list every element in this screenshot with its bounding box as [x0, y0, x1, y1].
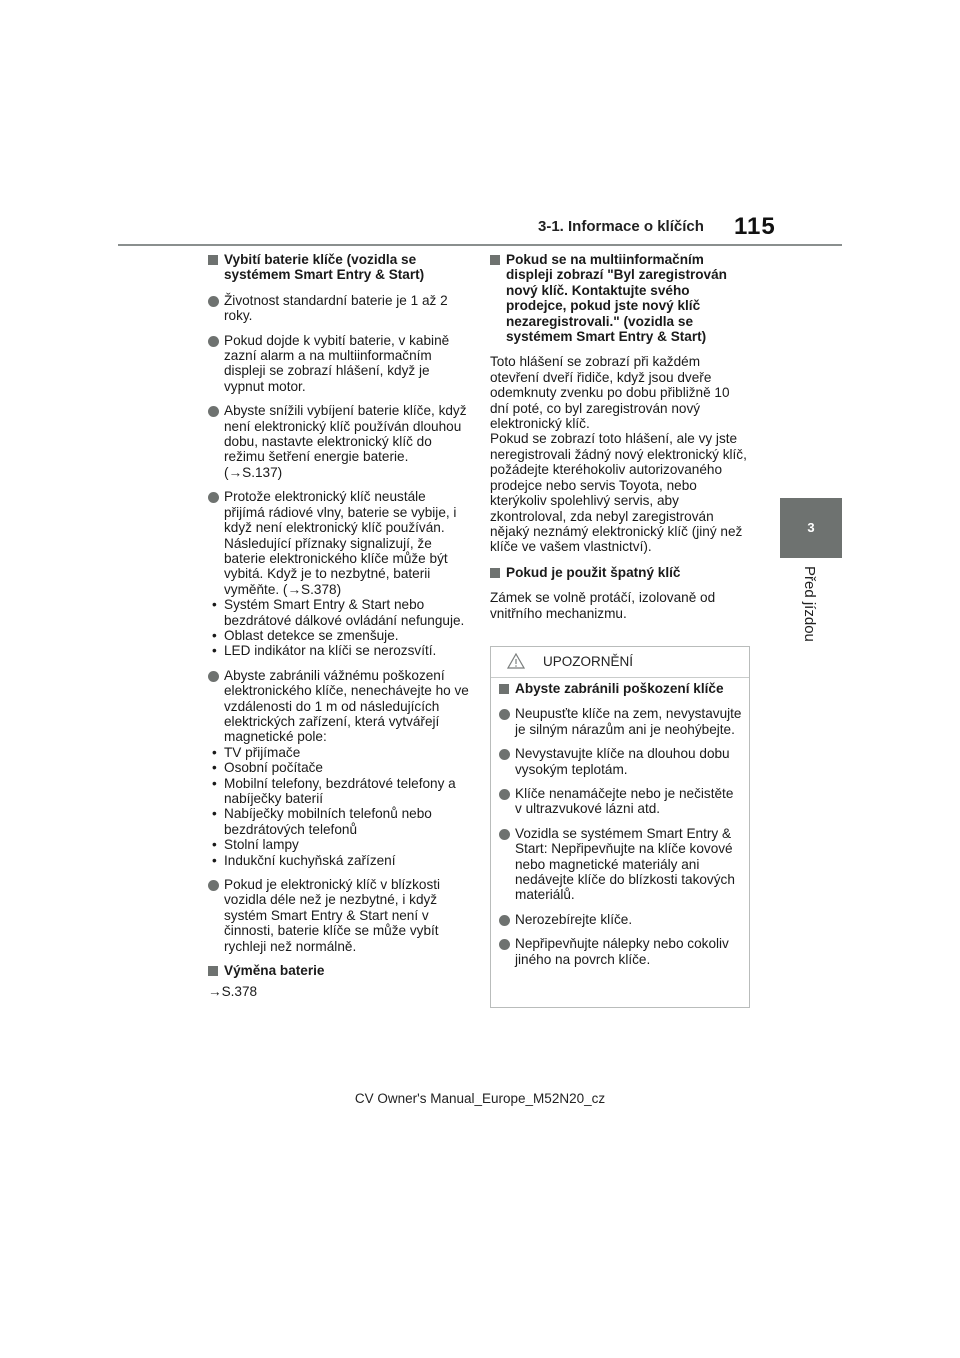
section-heading	[208, 252, 470, 283]
circle-bullet-icon	[499, 939, 510, 950]
square-bullet-icon	[208, 255, 218, 265]
heading-text: Vybití baterie klíče (vozidla se systémem Smart Entry & Start)	[224, 252, 425, 283]
list-item	[208, 668, 470, 745]
sub-list-item: • Indukční kuchyňská zařízení	[208, 853, 470, 868]
paragraph	[490, 354, 752, 554]
section-title: 3-1. Informace o klíčích	[538, 218, 704, 235]
left-column	[208, 252, 470, 1000]
heading-text: Výměna baterie	[224, 963, 325, 979]
sub-list-item: • LED indikátor na klíči se nerozsvítí.	[208, 643, 470, 658]
circle-bullet-icon	[208, 406, 219, 417]
circle-bullet-icon	[499, 789, 510, 800]
list-item	[499, 746, 743, 777]
circle-bullet-icon	[208, 296, 219, 307]
sub-list-item: • Mobilní telefony, bezdrátové telefony a nabíječky baterií	[208, 776, 470, 807]
warning-triangle-icon	[507, 653, 525, 669]
sub-list-item: • TV přijímače	[208, 745, 470, 760]
circle-bullet-icon	[499, 915, 510, 926]
warning-box	[490, 646, 750, 1008]
section-heading	[499, 681, 743, 696]
sub-list	[208, 745, 470, 868]
sub-list-item: • Systém Smart Entry & Start nebo bezdrátové dálkové ovládání nefunguje.	[208, 597, 470, 628]
circle-bullet-icon	[208, 336, 219, 347]
paragraph-text: Toto hlášení se zobrazí při každém otevření dveří řidiče, když jsou dveře odemknuty zvenku po dobu přibližně 10 dní poté, co byl zaregistrován nový elektronický klíč.	[490, 354, 730, 432]
list-item-text: Nevystavujte klíče na dlouhou dobu vysokým teplotám.	[515, 746, 730, 777]
page-footer: CV Owner's Manual_Europe_M52N20_cz	[354, 1091, 606, 1106]
list-item-text: Protože elektronický klíč neustále přijímá rádiové vlny, baterie se vybije, i když není elektronický klíč používán. Následující příznaky signalizují, že baterie elektronického klíče může být vybitá. Když je to nezbytné, baterii vyměňte. (→S.378)	[224, 489, 457, 597]
heading-text: Abyste zabránili poškození klíče	[515, 681, 724, 696]
page-reference-link[interactable]: →S.378	[208, 984, 258, 1000]
sub-list	[208, 597, 470, 659]
sub-list-item: • Nabíječky mobilních telefonů nebo bezdrátových telefonů	[208, 806, 470, 837]
chapter-tab[interactable]	[780, 498, 842, 558]
circle-bullet-icon	[208, 880, 219, 891]
list-item	[499, 786, 743, 817]
sub-list-item: • Oblast detekce se zmenšuje.	[208, 628, 470, 643]
paragraph-text: Zámek se volně protáčí, izolovaně od vnitřního mechanizmu.	[490, 590, 716, 621]
list-item-text: Klíče nenamáčejte nebo je nečistěte v ultrazvukové lázni atd.	[515, 786, 734, 817]
right-column	[490, 252, 752, 631]
list-item	[208, 403, 470, 480]
square-bullet-icon	[490, 568, 500, 578]
circle-bullet-icon	[499, 829, 510, 840]
section-heading	[490, 565, 752, 580]
list-item-text: Životnost standardní baterie je 1 až 2 roky.	[224, 292, 448, 324]
sub-list-item: • Stolní lampy	[208, 837, 470, 852]
circle-bullet-icon	[499, 749, 510, 760]
heading-text: Pokud se na multiinformačním displeji zobrazí "Byl zaregistrován nový klíč. Kontaktujte svého prodejce, pokud jste nový klíč nezaregistrovali." (vozidla se systémem Smart Entry & Start)	[506, 252, 727, 345]
square-bullet-icon	[499, 684, 509, 694]
list-item-text: Abyste snížili vybíjení baterie klíče, když není elektronický klíč používán dlouhou dobu, nastavte elektronický klíč do režimu šetření energie baterie. (→S.137)	[224, 403, 467, 480]
list-item	[499, 912, 743, 927]
square-bullet-icon	[490, 255, 500, 265]
circle-bullet-icon	[208, 671, 219, 682]
list-item	[499, 826, 743, 903]
circle-bullet-icon	[499, 709, 510, 720]
chapter-title: Před jízdou	[801, 566, 818, 642]
chapter-number: 3	[807, 520, 815, 535]
list-item-text: Abyste zabránili vážnému poškození elektronického klíče, nenechávejte ho ve vzdálenosti do 1 m od následujících elektrických zařízení, která vytvářejí magnetické pole:	[224, 667, 469, 745]
list-item-text: Nepřipevňujte nálepky nebo cokoliv jiného na povrch klíče.	[515, 936, 729, 967]
list-item	[208, 333, 470, 395]
list-item	[208, 293, 470, 324]
warning-body	[499, 681, 743, 976]
page-number: 115	[734, 213, 776, 240]
heading-text: Pokud je použit špatný klíč	[506, 564, 681, 580]
square-bullet-icon	[208, 966, 218, 976]
list-item-text: Pokud je elektronický klíč v blízkosti vozidla déle než je nezbytné, i když systém Smart Entry & Start není v činnosti, baterie klíče se může vybít rychleji než normálně.	[224, 877, 441, 954]
header-divider	[118, 244, 842, 246]
list-item	[208, 877, 470, 954]
chapter-title-tab[interactable]	[780, 558, 842, 650]
paragraph	[490, 590, 752, 621]
circle-bullet-icon	[208, 492, 219, 503]
list-item-text: Pokud dojde k vybití baterie, v kabině zazní alarm a na multiinformačním displeji se zobrazí hlášení, když je vypnut motor.	[224, 332, 450, 394]
list-item-text: Vozidla se systémem Smart Entry & Start: Nepřipevňujte na klíče kovové nebo magnetické materiály ani nedávejte klíče do blízkosti takových materiálů.	[515, 825, 735, 903]
sub-list-item: • Osobní počítače	[208, 760, 470, 775]
list-item-text: Neupusťte klíče na zem, nevystavujte je silným nárazům ani je neohýbejte.	[515, 706, 742, 737]
paragraph-text: Pokud se zobrazí toto hlášení, ale vy jste neregistrovali žádný nový elektronický klíč, požádejte kteréhokoliv autorizovaného prodejce nebo servis Toyota, nebo kterýkoliv spolehlivý servis, aby zkontroloval, zda nebyl zaregistrován nějaký neznámý elektronický klíč (jiný než klíče ve vašem vlastnictví).	[490, 431, 747, 555]
list-item	[208, 489, 470, 597]
section-heading	[208, 963, 470, 978]
warning-header	[491, 647, 749, 678]
list-item	[499, 706, 743, 737]
list-item	[499, 936, 743, 967]
section-heading	[490, 252, 752, 344]
list-item-text: Nerozebírejte klíče.	[515, 911, 633, 927]
warning-title: UPOZORNĚNÍ	[543, 654, 634, 669]
